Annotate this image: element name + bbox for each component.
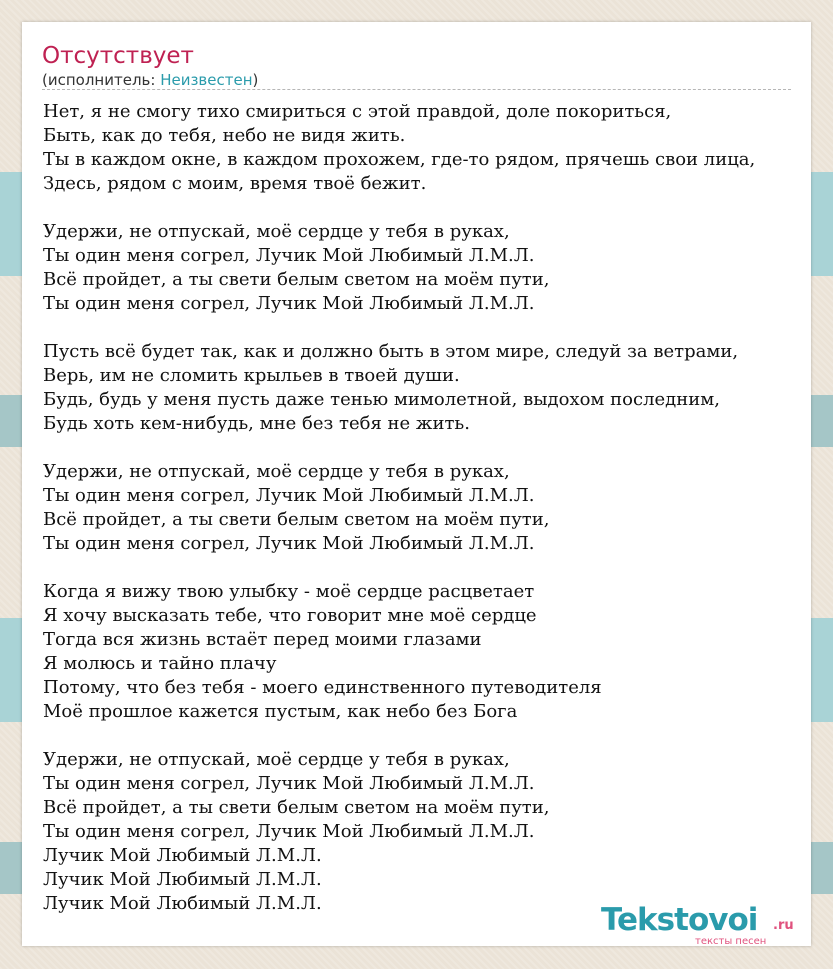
lyrics-line: Пусть всё будет так, как и должно быть в этом мире, следуй за ветрами, <box>43 341 739 362</box>
lyrics-line: Я хочу высказать тебе, что говорит мне моё сердце <box>43 605 537 626</box>
lyrics-line: Лучик Мой Любимый Л.М.Л. <box>43 845 322 866</box>
lyrics-line: Нет, я не смогу тихо смириться с этой правдой, доле покориться, <box>43 101 672 122</box>
lyrics-line: Лучик Мой Любимый Л.М.Л. <box>43 869 322 890</box>
logo-wordmark: Tekstovoi <box>601 902 758 938</box>
lyrics-line: Моё прошлое кажется пустым, как небо без Бога <box>43 701 518 722</box>
artist-line <box>42 71 258 89</box>
lyrics-stanza <box>43 340 833 436</box>
lyrics-line: Всё пройдет, а ты свети белым светом на моём пути, <box>43 797 550 818</box>
lyrics-line: Ты один меня согрел, Лучик Мой Любимый Л.М.Л. <box>43 821 535 842</box>
lyrics-line: Верь, им не сломить крыльев в твоей души. <box>43 365 460 386</box>
lyrics-line: Ты один меня согрел, Лучик Мой Любимый Л.М.Л. <box>43 533 535 554</box>
artist-link[interactable]: Неизвестен <box>160 71 253 89</box>
lyrics-stanza <box>43 220 833 316</box>
lyrics-line: Удержи, не отпускай, моё сердце у тебя в руках, <box>43 749 510 770</box>
lyrics-text <box>43 100 833 916</box>
lyrics-stanza <box>43 100 833 196</box>
lyrics-line: Удержи, не отпускай, моё сердце у тебя в руках, <box>43 221 510 242</box>
artist-suffix: ) <box>252 71 259 89</box>
artist-prefix: (исполнитель: <box>42 71 161 89</box>
lyrics-line: Ты один меня согрел, Лучик Мой Любимый Л.М.Л. <box>43 293 535 314</box>
lyrics-line: Я молюсь и тайно плачу <box>43 653 277 674</box>
site-logo[interactable] <box>601 902 811 948</box>
lyrics-line: Потому, что без тебя - моего единственного путеводителя <box>43 677 602 698</box>
lyrics-line: Тогда вся жизнь встаёт перед моими глазами <box>43 629 482 650</box>
logo-tld: .ru <box>773 918 794 933</box>
lyrics-line: Всё пройдет, а ты свети белым светом на моём пути, <box>43 509 550 530</box>
song-title: Отсутствует <box>42 43 194 69</box>
lyrics-line: Когда я вижу твою улыбку - моё сердце расцветает <box>43 581 535 602</box>
lyrics-line: Будь, будь у меня пусть даже тенью мимолетной, выдохом последним, <box>43 389 720 410</box>
lyrics-line: Здесь, рядом с моим, время твоё бежит. <box>43 173 427 194</box>
lyrics-stanza <box>43 460 833 556</box>
lyrics-line: Ты один меня согрел, Лучик Мой Любимый Л.М.Л. <box>43 773 535 794</box>
lyrics-line: Ты в каждом окне, в каждом прохожем, где-то рядом, прячешь свои лица, <box>43 149 756 170</box>
lyrics-line: Всё пройдет, а ты свети белым светом на моём пути, <box>43 269 550 290</box>
title-divider <box>42 89 791 90</box>
lyrics-line: Будь хоть кем-нибудь, мне без тебя не жить. <box>43 413 470 434</box>
lyrics-line: Ты один меня согрел, Лучик Мой Любимый Л.М.Л. <box>43 485 535 506</box>
lyrics-line: Быть, как до тебя, небо не видя жить. <box>43 125 406 146</box>
logo-tagline: тексты песен <box>695 936 767 947</box>
lyrics-line: Лучик Мой Любимый Л.М.Л. <box>43 893 322 914</box>
lyrics-stanza <box>43 748 833 916</box>
lyrics-stanza <box>43 580 833 724</box>
lyrics-line: Удержи, не отпускай, моё сердце у тебя в руках, <box>43 461 510 482</box>
lyrics-line: Ты один меня согрел, Лучик Мой Любимый Л.М.Л. <box>43 245 535 266</box>
